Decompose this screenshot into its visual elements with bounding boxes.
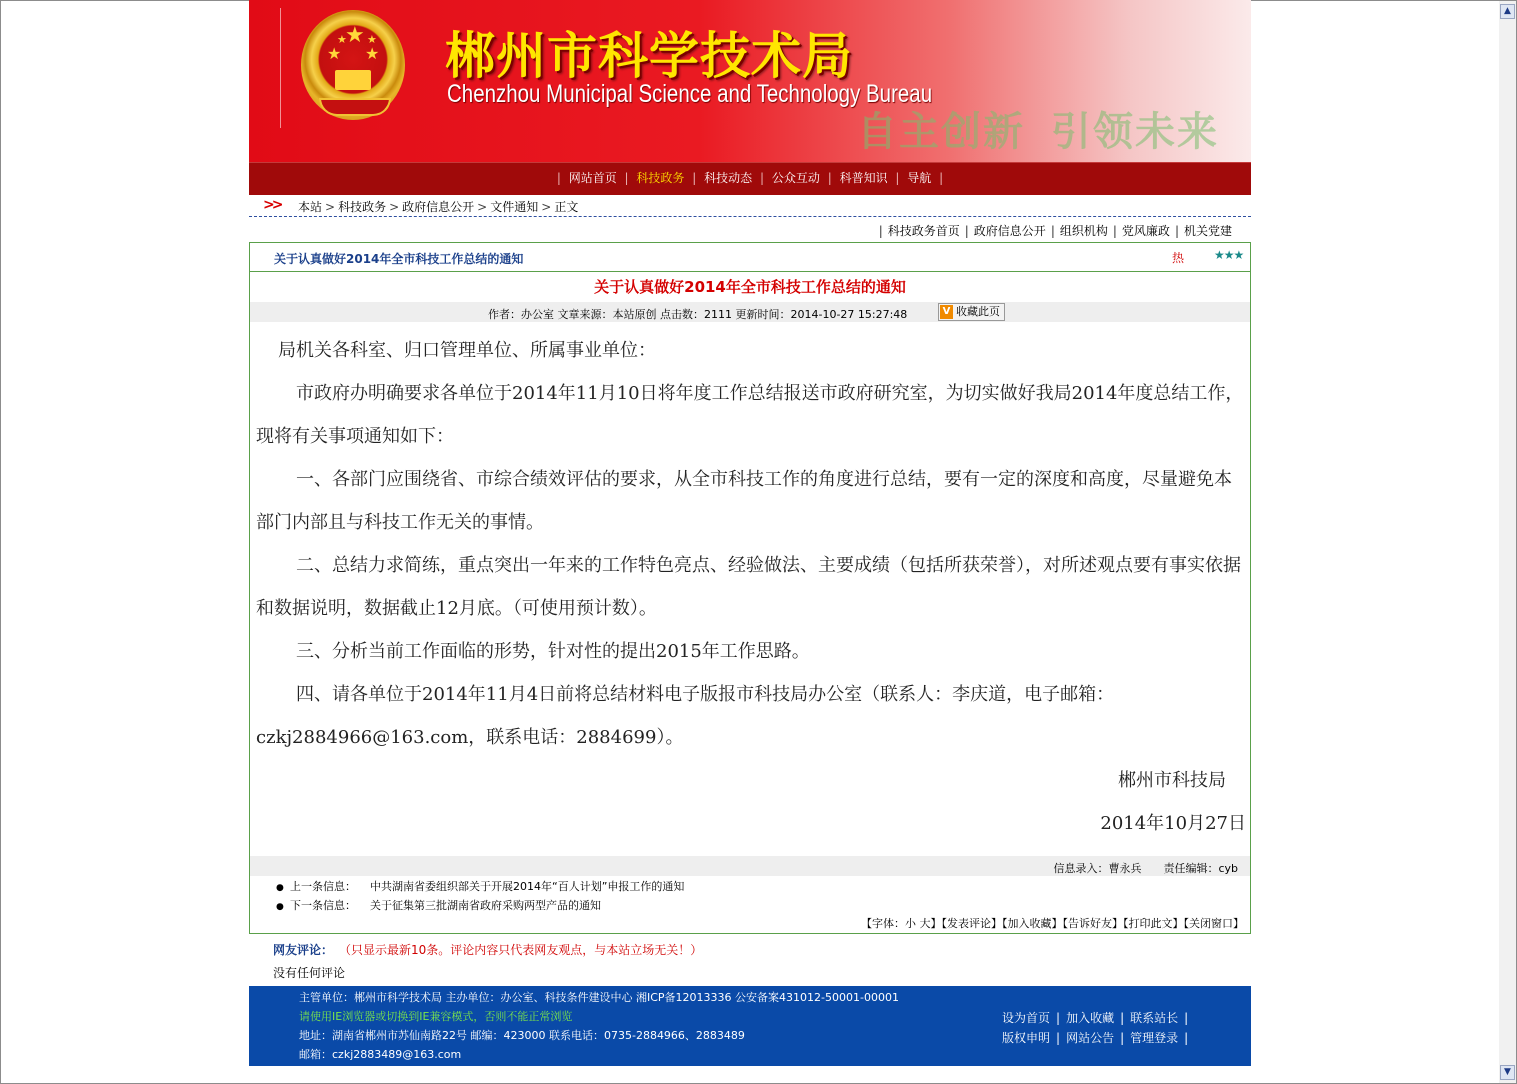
prev-label: 上一条信息：: [290, 880, 356, 893]
article-meta: 作者：办公室 文章来源：本站原创 点击数：2111 更新时间：2014-10-27 15:27:48: [488, 308, 908, 321]
box-header-title: 关于认真做好2014年全市科技工作总结的通知: [274, 252, 524, 266]
main-nav: | 网站首页 | 科技政务 | 科技动态 | 公众互动 | 科普知识 | 导航 |: [249, 162, 1251, 195]
article-box-header: [250, 243, 1250, 272]
article-tools: [861, 915, 1244, 931]
bookmark-icon: V: [940, 305, 953, 319]
article-paragraph: 一、各部门应围绕省、市综合绩效评估的要求，从全市科技工作的角度进行总结，要有一定的深度和高度，尽量避免本部门内部且与科技工作无关的事情。: [256, 469, 1232, 533]
add-favorite-footer-link[interactable]: 加入收藏: [1066, 1011, 1115, 1025]
rating-stars-icon: ★★★: [1214, 248, 1244, 262]
add-favorite-link[interactable]: 【加入收藏】: [1002, 917, 1063, 930]
breadcrumb: >> 本站 > 科技政务 > 政府信息公开 > 文件通知 > 正文: [249, 194, 1251, 217]
prev-article-link[interactable]: 中共湖南省委组织部关于开展2014年“百人计划”申报工作的通知: [370, 880, 685, 893]
footer-email: 邮箱：czkj2883489@163.com: [299, 1048, 462, 1061]
hot-badge: 热: [1172, 251, 1185, 265]
emblem-star-icon: ★: [337, 33, 347, 46]
subnav-info-public[interactable]: 政府信息公开: [973, 224, 1046, 238]
font-big-link[interactable]: 大: [919, 917, 931, 930]
article-title: 关于认真做好2014年全市科技工作总结的通知: [594, 278, 906, 296]
scroll-up-arrow-icon[interactable]: ▲: [1500, 4, 1515, 19]
footer-links: 设为首页 | 加入收藏 | 联系站长 | 版权申明 | 网站公告 | 管理登录 |: [999, 1008, 1191, 1048]
bullet-icon: ●: [276, 902, 284, 912]
close-window-link[interactable]: 【关闭窗口】: [1183, 917, 1244, 930]
nav-item-gov-affairs[interactable]: 科技政务: [636, 171, 685, 185]
article-paragraph: 四、请各单位于2014年11月4日前将总结材料电子版报市科技局办公室（联系人：李庆道，电子邮箱：czkj2884966@163.com，联系电话：2884699）。: [256, 684, 1115, 748]
post-comment-link[interactable]: 【发表评论】: [941, 917, 1002, 930]
scroll-down-arrow-icon[interactable]: ▼: [1500, 1065, 1515, 1080]
nav-item-knowledge[interactable]: 科普知识: [839, 171, 888, 185]
emblem-star-icon: ★: [365, 44, 380, 63]
no-comments-text: 没有任何评论: [273, 966, 346, 980]
bookmark-page-label: 收藏此页: [956, 305, 1000, 318]
slogan-left: 自主创新: [857, 109, 1025, 155]
emblem-big-star-icon: ★: [345, 23, 365, 48]
double-chevron-right-icon: >>: [263, 197, 281, 213]
bookmark-page-button[interactable]: [938, 303, 1005, 321]
article-signature: 郴州市科技局: [1118, 770, 1226, 791]
breadcrumb-info-public[interactable]: 政府信息公开: [402, 200, 475, 214]
contact-admin-link[interactable]: 联系站长: [1130, 1011, 1179, 1025]
emblem-gate-icon: [335, 70, 371, 90]
font-small-link[interactable]: 小: [905, 917, 916, 930]
article-meta-bar: [250, 302, 1250, 322]
emblem-ribbon-icon: [319, 98, 391, 116]
bullet-icon: ●: [276, 883, 284, 893]
site-title-en: Chenzhou Municipal Science and Technology Bureau: [447, 80, 933, 108]
admin-login-link[interactable]: 管理登录: [1130, 1031, 1179, 1045]
nav-item-interaction[interactable]: 公众互动: [771, 171, 820, 185]
breadcrumb-current: 正文: [554, 200, 579, 214]
set-homepage-link[interactable]: 设为首页: [1002, 1011, 1051, 1025]
font-size-suffix: 】: [930, 917, 942, 930]
sub-nav: | 科技政务首页 | 政府信息公开 | 组织机构 | 党风廉政 | 机关党建: [249, 220, 1251, 240]
site-title-cn: 郴州市科学技术局: [445, 27, 853, 85]
subnav-organization[interactable]: 组织机构: [1059, 224, 1108, 238]
article-date: 2014年10月27日: [1100, 813, 1246, 834]
info-recorder: 信息录入：曹永兵: [1053, 862, 1142, 875]
slogan-right: 引领未来: [1051, 109, 1219, 155]
subnav-gov-home[interactable]: 科技政务首页: [887, 224, 960, 238]
breadcrumb-gov-affairs[interactable]: 科技政务: [338, 200, 387, 214]
breadcrumb-notices[interactable]: 文件通知: [490, 200, 539, 214]
responsible-editor: 责任编辑：cyb: [1163, 862, 1238, 875]
article-paragraph: 市政府办明确要求各单位于2014年11月10日将年度工作总结报送市政府研究室，为切实做好我局2014年度总结工作，现将有关事项通知如下：: [256, 383, 1244, 447]
nav-item-home[interactable]: 网站首页: [568, 171, 617, 185]
subnav-party-building[interactable]: 机关党建: [1183, 224, 1232, 238]
emblem-star-icon: ★: [367, 33, 377, 46]
comments-note: （只显示最新10条。评论内容只代表网友观点，与本站立场无关！）: [339, 943, 703, 957]
site-footer: [249, 986, 1251, 1066]
copyright-link[interactable]: 版权申明: [1002, 1031, 1051, 1045]
footer-address: 地址：湖南省郴州市苏仙南路22号 邮编：423000 联系电话：0735-2884966、2883489: [299, 1029, 745, 1042]
next-label: 下一条信息：: [290, 899, 356, 912]
national-emblem-icon: [301, 10, 405, 120]
prev-next-links: [276, 877, 684, 915]
vertical-scrollbar[interactable]: [1499, 1, 1516, 1083]
banner-divider: [280, 8, 281, 128]
site-notice-link[interactable]: 网站公告: [1066, 1031, 1115, 1045]
next-article-link[interactable]: 关于征集第三批湖南省政府采购两型产品的通知: [370, 899, 601, 912]
nav-item-navigation[interactable]: 导航: [907, 171, 932, 185]
article-body: [256, 329, 1246, 845]
print-article-link[interactable]: 【打印此文】: [1123, 917, 1184, 930]
article-box: [249, 242, 1251, 934]
article-salutation: 局机关各科室、归口管理单位、所属事业单位：: [278, 340, 656, 361]
footer-browser-warning: 请使用IE浏览器或切换到IE兼容模式，否则不能正常浏览: [299, 1010, 573, 1023]
article-paragraph: 二、总结力求简练，重点突出一年来的工作特色亮点、经验做法、主要成绩（包括所获荣誉），对所述观点要有事实依据和数据说明，数据截止12月底。（可使用预计数）。: [256, 555, 1241, 619]
emblem-star-icon: ★: [327, 44, 342, 63]
banner-slogan: [857, 100, 1219, 157]
tell-friend-link[interactable]: 【告诉好友】: [1062, 917, 1123, 930]
breadcrumb-site[interactable]: 本站: [298, 200, 323, 214]
entry-info-bar: [250, 856, 1250, 876]
subnav-integrity[interactable]: 党风廉政: [1121, 224, 1170, 238]
site-banner: [249, 0, 1251, 162]
article-paragraph: 三、分析当前工作面临的形势，针对性的提出2015年工作思路。: [296, 641, 810, 662]
footer-sponsor: 主管单位：郴州市科学技术局 主办单位：办公室、科技条件建设中心 湘ICP备12013336 公安备案431012-50001-00001: [299, 991, 899, 1004]
comments-label: 网友评论：: [273, 943, 334, 957]
nav-item-news[interactable]: 科技动态: [704, 171, 753, 185]
font-size-prefix: 【字体：: [861, 917, 905, 930]
